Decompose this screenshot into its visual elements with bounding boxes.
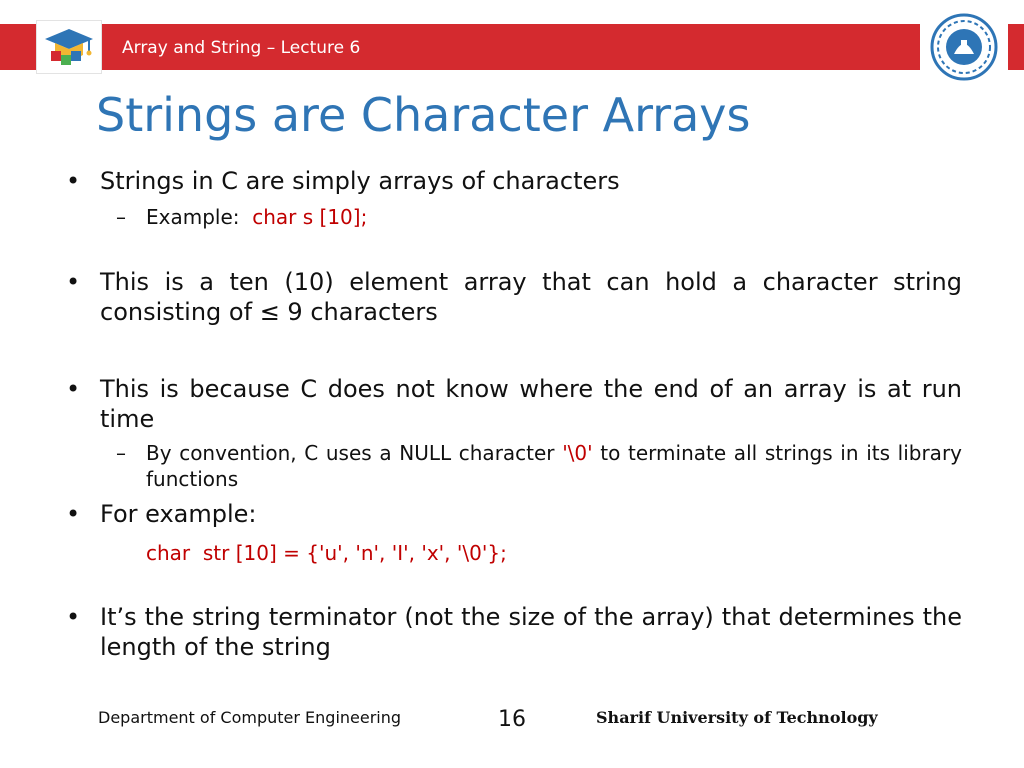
bullet-text bbox=[100, 267, 962, 327]
bullet-text: This is because C does not know where the end of an array is at run time bbox=[100, 375, 962, 433]
less-than-or-equal-symbol: ≤ bbox=[259, 298, 280, 326]
bullet-text: For example: bbox=[100, 500, 257, 528]
bullet-marker: • bbox=[66, 603, 81, 631]
code-example: char str [10] = {'u', 'n', 'I', 'x', '\0'}; bbox=[146, 541, 507, 565]
footer-department: Department of Computer Engineering bbox=[98, 708, 402, 727]
sub-bullet-marker: – bbox=[116, 205, 126, 229]
bullet-marker: • bbox=[66, 268, 81, 296]
footer-university: Sharif University of Technology bbox=[596, 708, 878, 727]
sub-text-part: to terminate all strings in its library functions bbox=[146, 441, 962, 491]
bullet-text-part: This is a ten (10) element array that can hold a character string consisting of bbox=[100, 268, 962, 326]
slide-title: Strings are Character Arrays bbox=[96, 88, 751, 142]
bullet-marker: • bbox=[66, 500, 81, 528]
university-seal-icon bbox=[920, 10, 1008, 84]
sharif-university-seal bbox=[920, 10, 1008, 84]
example-prefix: Example: bbox=[146, 205, 240, 229]
graduation-cap-puzzle-icon bbox=[37, 21, 101, 73]
sub-text-part: By convention, C uses a NULL character bbox=[146, 441, 563, 465]
sub-bullet-text bbox=[146, 204, 962, 230]
sub-bullet-text bbox=[146, 440, 962, 492]
bullet-text: It’s the string terminator (not the size of the array) that determines the length of the string bbox=[100, 603, 962, 661]
bullet-text: Strings in C are simply arrays of characters bbox=[100, 167, 620, 195]
lecture-title: Array and String – Lecture 6 bbox=[122, 38, 361, 58]
null-char-code: '\0' bbox=[562, 441, 593, 465]
page-number: 16 bbox=[498, 707, 526, 732]
bullet-marker: • bbox=[66, 375, 81, 403]
graduation-cap-puzzle-logo bbox=[36, 20, 102, 74]
sub-bullet-marker: – bbox=[116, 441, 126, 465]
bullet-marker: • bbox=[66, 167, 81, 195]
code-snippet: char s [10]; bbox=[252, 205, 368, 229]
bullet-text-part: 9 characters bbox=[279, 298, 438, 326]
